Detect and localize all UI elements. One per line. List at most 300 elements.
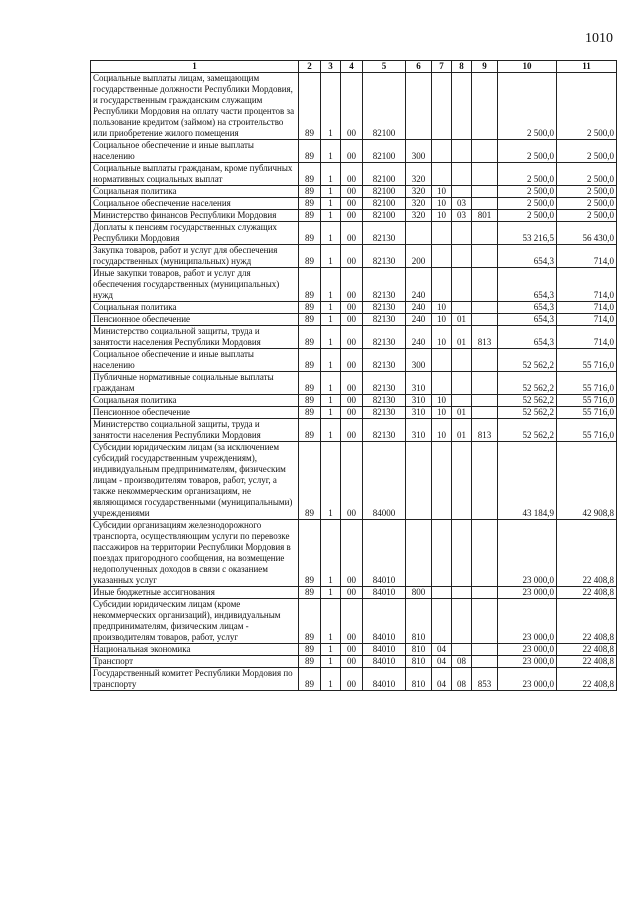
cell-c10: 2 500,0: [498, 163, 557, 186]
table-row: [91, 186, 617, 198]
row-label: Министерство финансов Республики Мордовия: [91, 210, 299, 222]
cell-c11: 55 716,0: [557, 349, 617, 372]
cell-c11: 714,0: [557, 326, 617, 349]
cell-c8: 01: [452, 326, 472, 349]
cell-c2: 89: [299, 644, 321, 656]
cell-c11: 22 408,8: [557, 520, 617, 587]
cell-c2: 89: [299, 668, 321, 691]
cell-c2: 89: [299, 163, 321, 186]
cell-c8: 01: [452, 407, 472, 419]
column-header: 9: [472, 61, 498, 73]
row-label: Социальное обеспечение населения: [91, 198, 299, 210]
cell-c7: [432, 268, 452, 302]
cell-c10: 52 562,2: [498, 407, 557, 419]
cell-c4: 00: [341, 520, 363, 587]
cell-c7: [432, 73, 452, 140]
cell-c8: [452, 245, 472, 268]
cell-c7: [432, 222, 452, 245]
table-row: [91, 314, 617, 326]
cell-c4: 00: [341, 163, 363, 186]
table-row: [91, 163, 617, 186]
cell-c5: 84010: [363, 599, 406, 644]
cell-c7: 10: [432, 395, 452, 407]
cell-c8: [452, 520, 472, 587]
cell-c8: [452, 186, 472, 198]
cell-c2: 89: [299, 349, 321, 372]
cell-c4: 00: [341, 372, 363, 395]
cell-c8: [452, 268, 472, 302]
cell-c9: 813: [472, 419, 498, 442]
cell-c6: [406, 520, 432, 587]
cell-c7: 10: [432, 419, 452, 442]
cell-c8: [452, 302, 472, 314]
cell-c9: [472, 372, 498, 395]
row-label: Публичные нормативные социальные выплаты гражданам: [91, 372, 299, 395]
cell-c3: 1: [321, 314, 341, 326]
cell-c7: 10: [432, 186, 452, 198]
cell-c8: 03: [452, 198, 472, 210]
cell-c6: 240: [406, 314, 432, 326]
cell-c4: 00: [341, 73, 363, 140]
budget-table: [90, 60, 617, 691]
table-row: [91, 395, 617, 407]
cell-c9: [472, 222, 498, 245]
cell-c7: 10: [432, 407, 452, 419]
cell-c4: 00: [341, 314, 363, 326]
cell-c3: 1: [321, 140, 341, 163]
cell-c3: 1: [321, 442, 341, 520]
cell-c10: 2 500,0: [498, 210, 557, 222]
table-row: [91, 73, 617, 140]
cell-c6: [406, 222, 432, 245]
cell-c6: 810: [406, 644, 432, 656]
cell-c9: [472, 644, 498, 656]
cell-c5: 82100: [363, 186, 406, 198]
cell-c11: 2 500,0: [557, 163, 617, 186]
cell-c9: [472, 302, 498, 314]
cell-c7: 10: [432, 198, 452, 210]
cell-c11: 55 716,0: [557, 419, 617, 442]
table-row: [91, 520, 617, 587]
cell-c8: [452, 372, 472, 395]
cell-c9: [472, 73, 498, 140]
cell-c2: 89: [299, 210, 321, 222]
cell-c2: 89: [299, 245, 321, 268]
cell-c5: 82100: [363, 140, 406, 163]
cell-c3: 1: [321, 372, 341, 395]
cell-c11: 22 408,8: [557, 587, 617, 599]
cell-c8: 01: [452, 419, 472, 442]
cell-c5: 82100: [363, 73, 406, 140]
table-row: [91, 407, 617, 419]
table-header-row: [91, 61, 617, 73]
cell-c6: [406, 442, 432, 520]
cell-c5: 82130: [363, 395, 406, 407]
cell-c9: 801: [472, 210, 498, 222]
row-label: Министерство социальной защиты, труда и занятости населения Республики Мордовия: [91, 419, 299, 442]
column-header: 11: [557, 61, 617, 73]
cell-c2: 89: [299, 372, 321, 395]
row-label: Министерство социальной защиты, труда и занятости населения Республики Мордовия: [91, 326, 299, 349]
cell-c4: 00: [341, 442, 363, 520]
row-label: Социальные выплаты лицам, замещающим государственные должности Республики Мордовия, и государственным гражданским служащим Республики Мордовия на оплату части процентов за пользование кредитом (займом) на строительство или приобретение жилого помещения: [91, 73, 299, 140]
column-header: 1: [91, 61, 299, 73]
cell-c6: 810: [406, 599, 432, 644]
row-label: Иные бюджетные ассигнования: [91, 587, 299, 599]
cell-c11: 22 408,8: [557, 599, 617, 644]
cell-c3: 1: [321, 599, 341, 644]
cell-c3: 1: [321, 245, 341, 268]
cell-c9: [472, 140, 498, 163]
cell-c2: 89: [299, 656, 321, 668]
cell-c7: 10: [432, 302, 452, 314]
cell-c4: 00: [341, 407, 363, 419]
cell-c6: 310: [406, 419, 432, 442]
cell-c5: 82130: [363, 407, 406, 419]
row-label: Социальные выплаты гражданам, кроме публичных нормативных социальных выплат: [91, 163, 299, 186]
cell-c11: 714,0: [557, 245, 617, 268]
cell-c4: 00: [341, 395, 363, 407]
cell-c6: 240: [406, 326, 432, 349]
table-row: [91, 140, 617, 163]
cell-c9: [472, 520, 498, 587]
cell-c5: 82130: [363, 302, 406, 314]
cell-c5: 84010: [363, 520, 406, 587]
row-label: Социальная политика: [91, 186, 299, 198]
cell-c4: 00: [341, 349, 363, 372]
column-header: 8: [452, 61, 472, 73]
cell-c6: 310: [406, 395, 432, 407]
table-row: [91, 599, 617, 644]
cell-c8: [452, 599, 472, 644]
cell-c11: 714,0: [557, 302, 617, 314]
cell-c8: [452, 140, 472, 163]
cell-c9: [472, 245, 498, 268]
cell-c8: [452, 73, 472, 140]
cell-c5: 82130: [363, 372, 406, 395]
cell-c7: [432, 372, 452, 395]
cell-c5: 82130: [363, 326, 406, 349]
cell-c2: 89: [299, 587, 321, 599]
table-row: [91, 326, 617, 349]
cell-c10: 654,3: [498, 314, 557, 326]
cell-c8: [452, 163, 472, 186]
cell-c10: 654,3: [498, 326, 557, 349]
cell-c6: 240: [406, 302, 432, 314]
cell-c4: 00: [341, 326, 363, 349]
cell-c2: 89: [299, 302, 321, 314]
cell-c11: 22 408,8: [557, 656, 617, 668]
cell-c9: [472, 163, 498, 186]
cell-c7: [432, 587, 452, 599]
cell-c3: 1: [321, 326, 341, 349]
cell-c7: [432, 520, 452, 587]
column-header: 4: [341, 61, 363, 73]
cell-c9: [472, 349, 498, 372]
cell-c5: 82130: [363, 268, 406, 302]
cell-c4: 00: [341, 245, 363, 268]
cell-c6: 310: [406, 407, 432, 419]
cell-c4: 00: [341, 198, 363, 210]
cell-c10: 23 000,0: [498, 587, 557, 599]
column-header: 6: [406, 61, 432, 73]
row-label: Иные закупки товаров, работ и услуг для обеспечения государственных (муниципальных) нужд: [91, 268, 299, 302]
cell-c2: 89: [299, 520, 321, 587]
cell-c5: 82100: [363, 163, 406, 186]
cell-c10: 52 562,2: [498, 419, 557, 442]
cell-c9: [472, 314, 498, 326]
table-row: [91, 198, 617, 210]
cell-c6: 320: [406, 210, 432, 222]
cell-c6: 310: [406, 372, 432, 395]
cell-c3: 1: [321, 73, 341, 140]
cell-c9: [472, 442, 498, 520]
cell-c10: 53 216,5: [498, 222, 557, 245]
cell-c4: 00: [341, 210, 363, 222]
cell-c10: 23 000,0: [498, 644, 557, 656]
cell-c4: 00: [341, 140, 363, 163]
cell-c6: 300: [406, 140, 432, 163]
cell-c11: 714,0: [557, 314, 617, 326]
cell-c3: 1: [321, 349, 341, 372]
cell-c6: 200: [406, 245, 432, 268]
cell-c5: 82100: [363, 198, 406, 210]
cell-c3: 1: [321, 587, 341, 599]
cell-c4: 00: [341, 599, 363, 644]
cell-c2: 89: [299, 442, 321, 520]
cell-c11: 2 500,0: [557, 210, 617, 222]
cell-c3: 1: [321, 186, 341, 198]
table-row: [91, 442, 617, 520]
cell-c5: 84010: [363, 644, 406, 656]
cell-c6: [406, 73, 432, 140]
cell-c10: 43 184,9: [498, 442, 557, 520]
cell-c10: 654,3: [498, 302, 557, 314]
cell-c10: 2 500,0: [498, 73, 557, 140]
cell-c9: [472, 407, 498, 419]
cell-c2: 89: [299, 407, 321, 419]
cell-c11: 2 500,0: [557, 140, 617, 163]
cell-c9: 813: [472, 326, 498, 349]
cell-c10: 23 000,0: [498, 668, 557, 691]
cell-c2: 89: [299, 395, 321, 407]
cell-c5: 82130: [363, 349, 406, 372]
cell-c7: [432, 599, 452, 644]
cell-c9: [472, 599, 498, 644]
cell-c7: 10: [432, 314, 452, 326]
table-row: [91, 587, 617, 599]
cell-c6: 810: [406, 668, 432, 691]
cell-c9: [472, 656, 498, 668]
cell-c9: [472, 186, 498, 198]
cell-c4: 00: [341, 644, 363, 656]
cell-c3: 1: [321, 407, 341, 419]
cell-c7: 04: [432, 668, 452, 691]
row-label: Пенсионное обеспечение: [91, 314, 299, 326]
cell-c2: 89: [299, 599, 321, 644]
cell-c3: 1: [321, 210, 341, 222]
row-label: Доплаты к пенсиям государственных служащих Республики Мордовия: [91, 222, 299, 245]
cell-c7: 04: [432, 656, 452, 668]
row-label: Закупка товаров, работ и услуг для обеспечения государственных (муниципальных) нужд: [91, 245, 299, 268]
cell-c10: 52 562,2: [498, 395, 557, 407]
cell-c5: 84010: [363, 656, 406, 668]
cell-c4: 00: [341, 419, 363, 442]
cell-c8: 08: [452, 668, 472, 691]
page-number: 1010: [585, 31, 613, 46]
cell-c11: 55 716,0: [557, 407, 617, 419]
cell-c7: [432, 442, 452, 520]
cell-c3: 1: [321, 644, 341, 656]
cell-c2: 89: [299, 314, 321, 326]
table-row: [91, 644, 617, 656]
cell-c4: 00: [341, 268, 363, 302]
cell-c3: 1: [321, 302, 341, 314]
row-label: Пенсионное обеспечение: [91, 407, 299, 419]
row-label: Социальная политика: [91, 302, 299, 314]
cell-c6: 320: [406, 186, 432, 198]
cell-c7: [432, 140, 452, 163]
table-row: [91, 302, 617, 314]
cell-c3: 1: [321, 395, 341, 407]
cell-c4: 00: [341, 222, 363, 245]
cell-c6: 300: [406, 349, 432, 372]
cell-c8: [452, 349, 472, 372]
cell-c11: 2 500,0: [557, 186, 617, 198]
table-row: [91, 210, 617, 222]
cell-c2: 89: [299, 186, 321, 198]
cell-c8: [452, 222, 472, 245]
cell-c3: 1: [321, 198, 341, 210]
table-row: [91, 656, 617, 668]
cell-c2: 89: [299, 419, 321, 442]
cell-c10: 23 000,0: [498, 599, 557, 644]
cell-c5: 84000: [363, 442, 406, 520]
cell-c2: 89: [299, 73, 321, 140]
row-label: Социальное обеспечение и иные выплаты населению: [91, 349, 299, 372]
cell-c10: 654,3: [498, 245, 557, 268]
cell-c11: 55 716,0: [557, 372, 617, 395]
cell-c10: 2 500,0: [498, 186, 557, 198]
cell-c11: 22 408,8: [557, 668, 617, 691]
cell-c7: [432, 163, 452, 186]
cell-c3: 1: [321, 268, 341, 302]
table-row: [91, 268, 617, 302]
cell-c11: 55 716,0: [557, 395, 617, 407]
cell-c3: 1: [321, 520, 341, 587]
cell-c10: 2 500,0: [498, 198, 557, 210]
cell-c10: 654,3: [498, 268, 557, 302]
cell-c8: 08: [452, 656, 472, 668]
cell-c11: 714,0: [557, 268, 617, 302]
cell-c5: 84010: [363, 668, 406, 691]
table-row: [91, 372, 617, 395]
cell-c10: 23 000,0: [498, 520, 557, 587]
cell-c4: 00: [341, 656, 363, 668]
cell-c2: 89: [299, 140, 321, 163]
cell-c8: 01: [452, 314, 472, 326]
cell-c5: 84010: [363, 587, 406, 599]
cell-c9: [472, 395, 498, 407]
cell-c8: [452, 442, 472, 520]
cell-c2: 89: [299, 268, 321, 302]
table-row: [91, 668, 617, 691]
row-label: Субсидии юридическим лицам (за исключением субсидий государственным учреждениям), индивидуальным предпринимателям, физическим лицам - производителям товаров, работ, услуг, а также некоммерческим организациям, не являющимся государственными (муниципальными) учреждениями: [91, 442, 299, 520]
table-row: [91, 349, 617, 372]
row-label: Субсидии организациям железнодорожного транспорта, осуществляющим услуги по перевозке пассажиров на территории Республики Мордовия в поездах пригородного сообщения, на возмещение недополученных доходов в связи с оказанием указанных услуг: [91, 520, 299, 587]
cell-c5: 82130: [363, 314, 406, 326]
cell-c4: 00: [341, 587, 363, 599]
cell-c8: 03: [452, 210, 472, 222]
cell-c7: [432, 245, 452, 268]
cell-c3: 1: [321, 419, 341, 442]
table-row: [91, 245, 617, 268]
cell-c6: 320: [406, 198, 432, 210]
cell-c10: 52 562,2: [498, 372, 557, 395]
cell-c6: 810: [406, 656, 432, 668]
row-label: Транспорт: [91, 656, 299, 668]
cell-c11: 42 908,8: [557, 442, 617, 520]
cell-c3: 1: [321, 656, 341, 668]
cell-c9: [472, 268, 498, 302]
column-header: 2: [299, 61, 321, 73]
cell-c3: 1: [321, 163, 341, 186]
row-label: Государственный комитет Республики Мордовия по транспорту: [91, 668, 299, 691]
cell-c11: 22 408,8: [557, 644, 617, 656]
cell-c4: 00: [341, 302, 363, 314]
cell-c7: 10: [432, 326, 452, 349]
column-header: 10: [498, 61, 557, 73]
cell-c6: 800: [406, 587, 432, 599]
cell-c5: 82130: [363, 245, 406, 268]
cell-c11: 56 430,0: [557, 222, 617, 245]
cell-c4: 00: [341, 186, 363, 198]
cell-c9: [472, 587, 498, 599]
cell-c7: [432, 349, 452, 372]
cell-c11: 2 500,0: [557, 198, 617, 210]
cell-c10: 2 500,0: [498, 140, 557, 163]
cell-c4: 00: [341, 668, 363, 691]
cell-c8: [452, 587, 472, 599]
cell-c9: 853: [472, 668, 498, 691]
table-row: [91, 222, 617, 245]
cell-c10: 23 000,0: [498, 656, 557, 668]
column-header: 5: [363, 61, 406, 73]
cell-c2: 89: [299, 326, 321, 349]
cell-c11: 2 500,0: [557, 73, 617, 140]
column-header: 3: [321, 61, 341, 73]
row-label: Социальная политика: [91, 395, 299, 407]
cell-c6: 240: [406, 268, 432, 302]
cell-c7: 10: [432, 210, 452, 222]
table-row: [91, 419, 617, 442]
cell-c8: [452, 395, 472, 407]
cell-c2: 89: [299, 222, 321, 245]
cell-c5: 82130: [363, 222, 406, 245]
row-label: Субсидии юридическим лицам (кроме некоммерческих организаций), индивидуальным предпринимателям, физическим лицам - производителям товаров, работ, услуг: [91, 599, 299, 644]
row-label: Национальная экономика: [91, 644, 299, 656]
cell-c3: 1: [321, 222, 341, 245]
cell-c5: 82130: [363, 419, 406, 442]
cell-c2: 89: [299, 198, 321, 210]
cell-c7: 04: [432, 644, 452, 656]
cell-c8: [452, 644, 472, 656]
row-label: Социальное обеспечение и иные выплаты населению: [91, 140, 299, 163]
column-header: 7: [432, 61, 452, 73]
cell-c6: 320: [406, 163, 432, 186]
cell-c3: 1: [321, 668, 341, 691]
cell-c10: 52 562,2: [498, 349, 557, 372]
